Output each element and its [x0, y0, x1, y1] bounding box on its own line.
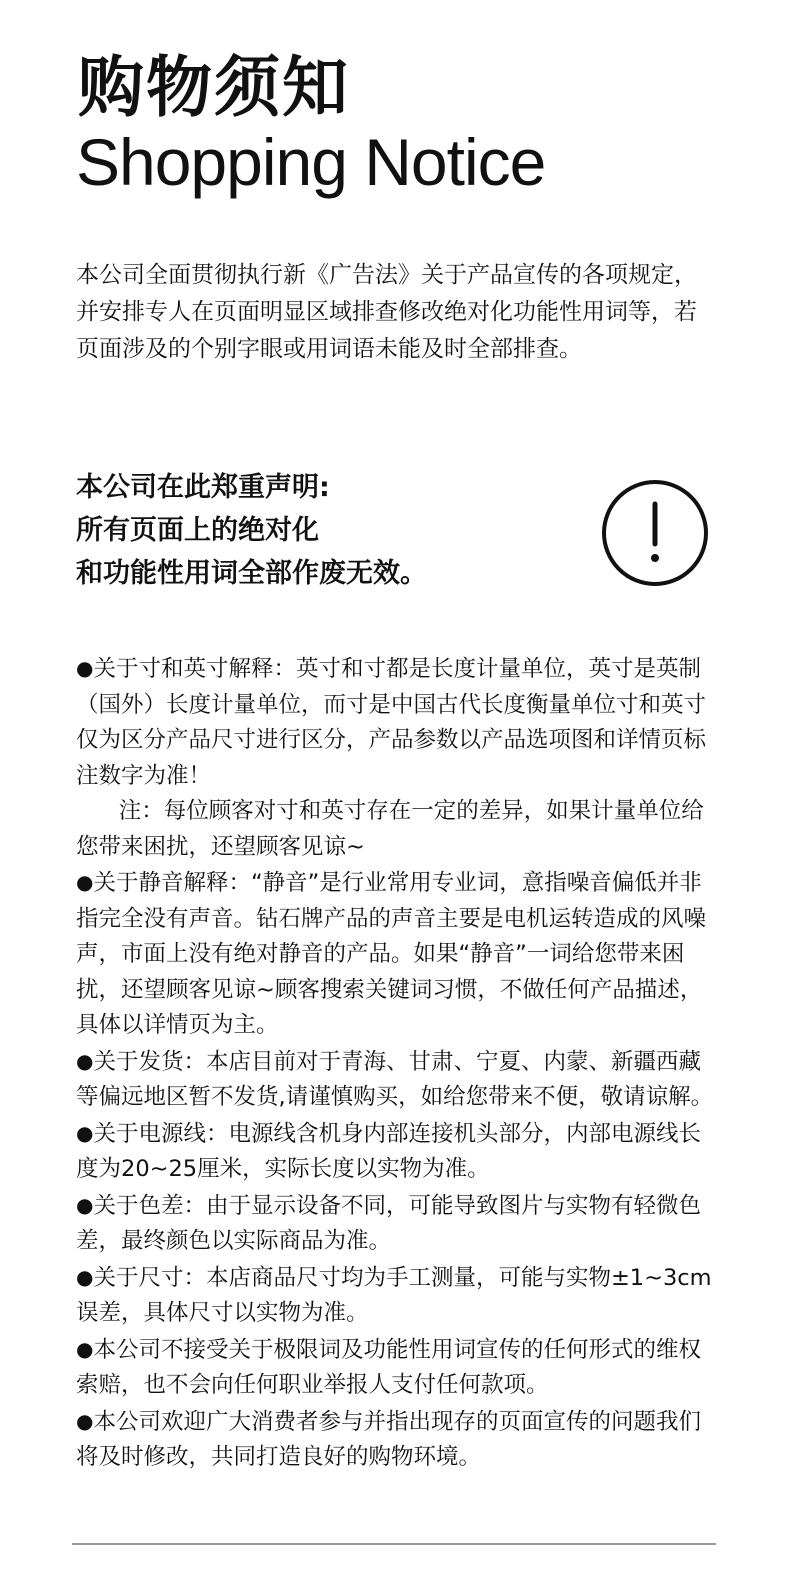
page-title-en: Shopping Notice	[76, 125, 546, 199]
note-text: 关于寸和英寸解释：英寸和寸都是长度计量单位，英寸是英制（国外）长度计量单位，而寸是中国古代长度衡量单位寸和英寸仅为区分产品尺寸进行区分，产品参数以产品选项图和详情页标注数字为准！	[76, 656, 707, 789]
bullet-icon: ●	[76, 1408, 94, 1433]
declaration-line: 本公司在此郑重声明:	[76, 472, 330, 503]
list-item	[76, 1332, 716, 1404]
bullet-icon: ●	[76, 1120, 94, 1145]
note-text: 关于尺寸：本店商品尺寸均为手工测量，可能与实物±1~3cm误差，具体尺寸以实物为准。	[76, 1264, 712, 1326]
list-item	[76, 1404, 716, 1476]
bullet-icon: ●	[76, 870, 94, 894]
bottom-divider	[72, 1543, 716, 1545]
note-text: 本公司欢迎广大消费者参与并指出现存的页面宣传的问题我们将及时修改，共同打造良好的购物环境。	[76, 1408, 701, 1470]
declaration-line: 和功能性用词全部作废无效。	[76, 558, 427, 589]
declaration-statement	[76, 466, 576, 595]
bullet-icon: ●	[76, 656, 94, 680]
list-item	[76, 1188, 716, 1260]
note-text: 本公司不接受关于极限词及功能性用词宣传的任何形式的维权索赔，也不会向任何职业举报人支付任何款项。	[76, 1336, 701, 1398]
page-title-cn: 购物须知	[78, 49, 350, 126]
list-item	[76, 1044, 716, 1116]
note-text: 关于电源线：电源线含机身内部连接机头部分，内部电源线长度为20~25厘米，实际长度以实物为准。	[76, 1120, 701, 1182]
note-text: 关于发货：本店目前对于青海、甘肃、宁夏、内蒙、新疆西藏等偏远地区暂不发货,请谨慎购买，如给您带来不便，敬请谅解。	[76, 1048, 714, 1110]
bullet-icon: ●	[76, 1192, 94, 1217]
declaration-line: 所有页面上的绝对化	[76, 515, 319, 546]
notes-list	[76, 651, 716, 1476]
list-item	[76, 865, 716, 1044]
note-text: 关于色差：由于显示设备不同，可能导致图片与实物有轻微色差，最终颜色以实际商品为准。	[76, 1192, 701, 1254]
note-text: 注：每位顾客对寸和英寸存在一定的差异，如果计量单位给您带来困扰，还望顾客见谅~	[76, 798, 704, 860]
exclamation-circle-icon	[600, 478, 710, 588]
list-item	[76, 794, 716, 865]
note-text: 关于静音解释：“静音”是行业常用专业词，意指噪音偏低并非指完全没有声音。钻石牌产品的声音主要是电机运转造成的风噪声，市面上没有绝对静音的产品。如果“静音”一词给您带来困扰，还望顾客见谅~顾客搜索关键词习惯，不做任何产品描述，具体以详情页为主。	[76, 870, 707, 1038]
list-item	[76, 1116, 716, 1188]
bullet-icon: ●	[76, 1264, 94, 1289]
list-item	[76, 651, 716, 794]
bullet-icon: ●	[76, 1048, 94, 1073]
intro-paragraph: 本公司全面贯彻执行新《广告法》关于产品宣传的各项规定，并安排专人在页面明显区域排查修改绝对化功能性用词等，若页面涉及的个别字眼或用词语未能及时全部排查。	[76, 262, 697, 362]
list-item	[76, 1260, 716, 1332]
bullet-icon: ●	[76, 1336, 94, 1361]
